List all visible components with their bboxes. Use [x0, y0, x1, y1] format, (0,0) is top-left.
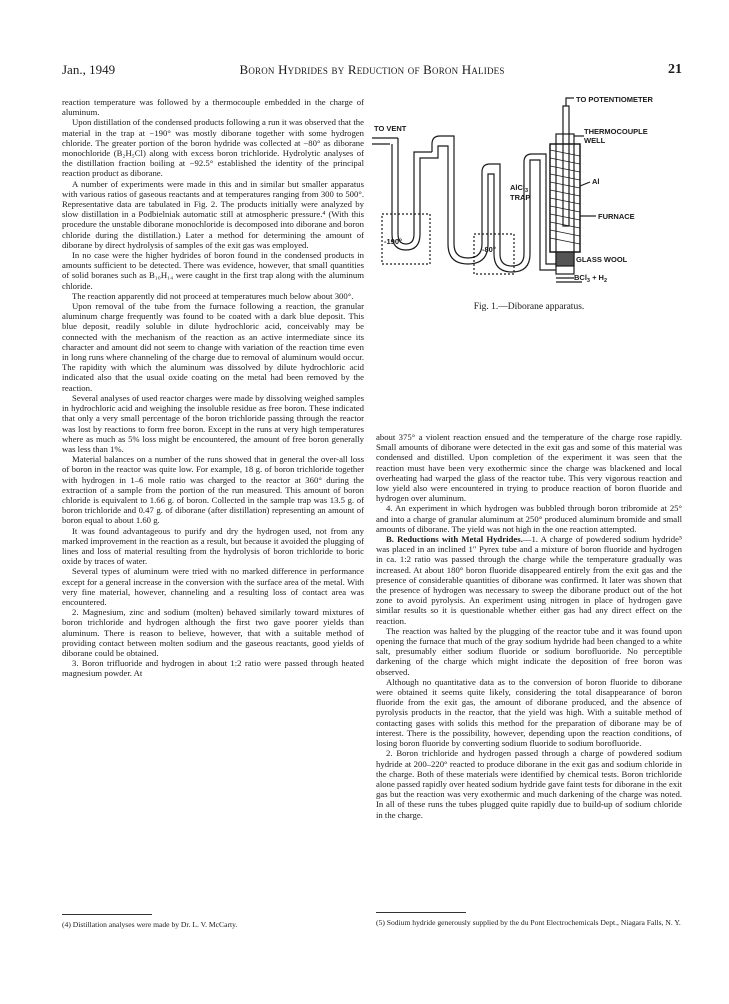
section-b-text: —1. A charge of powdered sodium hydride⁵ was placed in an inclined 1" Pyrex tube and a mixture of boron fluoride and hydrogen in ca. 1:2 ratio was passed through the charge while the temperature gradually was increased. At about 180° boron fluoride disappeared entirely from the exit gas and the presence of considerable quantities of diborane was confirmed. It later was shown that the presence of hydrogen was necessary to sweep the diborane product out of the hot zone to avoid pyrolysis. An experiment using nitrogen in place of hydrogen gave similar results so it is questionable whether either gas had any direct effect on the reaction. [376, 534, 682, 626]
label-bcl3-h2: $BCl_3 + H_2$ [574, 273, 608, 284]
furnace [550, 144, 580, 252]
section-b-heading: B. Reductions with Metal Hydrides. [386, 534, 523, 545]
footnote-rule [376, 912, 466, 913]
footnote-4: (4) Distillation analyses were made by Dr. L. V. McCarty. [62, 920, 238, 929]
thermocouple-well [563, 106, 569, 226]
glass-wool [556, 252, 574, 266]
paragraph: Upon distillation of the condensed products following a run it was observed that the material in the trap at −190° was mostly diborane together with some hydrogen chloride. The greater portion of the boron hydride was collected at −80° as diborane monochloride (B₂H₅Cl) along with excess boron trichloride. Hydrolytic analyses of the distillation fraction boiling at −92.5° established the identity of the principal reaction product as diborane. [62, 117, 364, 179]
footnote-5: (5) Sodium hydride generously supplied by the du Pont Electrochemicals Dept., Niagara Falls, N. Y. [376, 918, 681, 927]
header-title: Boron Hydrides by Reduction of Boron Halides [239, 62, 505, 77]
figure-caption: Fig. 1.—Diborane apparatus. [473, 302, 585, 312]
label-thermocouple: THERMOCOUPLE [584, 127, 648, 136]
label-al: Al [592, 177, 600, 186]
label-well: WELL [584, 136, 606, 145]
footnote-rule [62, 914, 152, 915]
label-to-vent: TO VENT [374, 124, 407, 133]
trap-80 [432, 136, 482, 258]
paragraph: Several analyses of used reactor charges were made by dissolving weighed samples in hydrochloric acid and weighing the insoluble residue as free boron. These indicated that only a very small percentage of the boron trichloride passing through the reactor was lost by reactions to form free boron. Except in the runs at very high temperatures where as much as 5% loss might be encountered, the amount of free boron generally was less than 1%. [62, 392, 364, 454]
label-to-potentiometer: TO POTENTIOMETER [576, 95, 653, 104]
label-minus190: -190° [384, 237, 403, 246]
label-minus80: -80° [482, 245, 496, 254]
running-header [62, 62, 682, 84]
paragraph: The reaction was halted by the plugging of the reactor tube and it was found upon opening the furnace that much of the gray sodium hydride had been changed to a white salt, presumably either sodium fluoride or sodium borofluoride. No perceptible darkening of the charge which might indicate the deposition of free boron was observed. [376, 625, 682, 677]
label-trap: TRAP [510, 193, 531, 202]
paragraph: It was found advantageous to purify and dry the hydrogen used, not from any marked improvement in the reaction as a result, but because it avoided the plugging of lines and loss of material resulting from the hydrolysis of boron trichloride to boric oxide by traces of water. [62, 525, 364, 567]
paragraph: reaction temperature was followed by a thermocouple embedded in the charge of aluminum. [62, 97, 364, 118]
header-date: Jan., 1949 [62, 62, 116, 77]
label-alcl3: AlCl$_3$ [510, 183, 529, 194]
label-glass-wool: GLASS WOOL [576, 255, 628, 264]
paragraph: Material balances on a number of the runs showed that in general the over-all loss of boron in the reactor was quite low. For example, 18 g. of boron trichloride together with hydrogen in 1–6 mole ratio was charged to the reactor at 360° during the extraction of a sample from the portion of the run measured. This amount of boron chloride is equivalent to 1.66 g. of boron. Collected in the sample trap was 13.5 g. of boron trichloride and 0.47 g. of diborane (after distillation) representing an amount of boron equal to about 1.60 g. [62, 454, 364, 526]
paragraph: 2. Magnesium, zinc and sodium (molten) behaved similarly toward mixtures of boron trichloride and hydrogen although the first two gave poorer yields than aluminum. There is reason to believe, however, that with a suitable method of providing contact between molten sodium and the gaseous reactants, good yields of diborane could be obtained. [62, 607, 364, 658]
paragraph: A number of experiments were made in this and in similar but smaller apparatus with various ratios of gaseous reactants and at temperatures ranging from 300 to 500°. Representative data are tabulated in Fig. 2. The products initially were analyzed by slow distillation in a Podbielniak automatic still at atmospheric pressure.⁴ (With this procedure the unstable diborane monochloride is decomposed into diborane and boron chloride during the distillation.) Later a method for determining the amount of diborane by direct hydrolysis of samples of the exit gas was employed. [62, 178, 364, 250]
right-column [376, 432, 682, 820]
left-column [62, 97, 364, 679]
paragraph: 2. Boron trichloride and hydrogen passed through a charge of powdered sodium hydride at 200–220° reacted to produce diborane in the exit gas and sodium chloride in the charge. Both of these materials were identified by chemical tests. Boron trichloride alone passed rapidly over heated sodium hydride gave faint tests for diborane in the exit gas but the reaction was very exothermic and much darkening of the charge was noted. In all of these runs the tubes plugged quite rapidly due to build-up of sodium chloride in the charge. [376, 748, 682, 820]
paragraph: In no case were the higher hydrides of boron found in the condensed products in amounts sufficient to be detected. There was evidence, however, that small quantities of solid boranes such as B₁₀H₁₄ were caught in the first trap along with the aluminum chloride. [62, 250, 364, 291]
section-b-first-paragraph [376, 534, 682, 626]
paragraph: 4. An experiment in which hydrogen was bubbled through boron tribromide at 25° and into a charge of granular aluminum at 250° produced aluminum bromide and small amounts of diborane. The yield was not high in the one reaction attempted. [376, 503, 682, 534]
paragraph: Although no quantitative data as to the conversion of boron fluoride to diborane were obtained it seems quite likely, considering the total disappearance of boron fluoride from the exit gas, the amount of diborane produced, and the absence of pyrolysis products in the reactor, that the yield was high. With a suitable method of contacting gases with solids this method for the preparation of diborane may be of interest. There is the possibility, however, depending upon the reaction conditions, of losing boron fluoride by converting sodium fluoride to sodium borofluoride. [376, 676, 682, 749]
diborane-apparatus-figure [370, 94, 682, 299]
paragraph: The reaction apparently did not proceed at temperatures much below about 300°. [72, 290, 354, 301]
paragraph: 3. Boron trifluoride and hydrogen in about 1:2 ratio were passed through heated magnesium powder. At [62, 658, 364, 679]
paragraph: about 375° a violent reaction ensued and the temperature of the charge rose rapidly. Small amounts of diborane were detected in the exit gas and some of this material was condensed and distilled. Upon completion of the experiment it was seen that the reaction must have been very exothermic since the charge was blackened and local overheating had warped the glass of the reactor tube. This very vigorous reaction and low yield also were encountered in trying to produce reaction of boron fluoride and hydrogen over aluminum. [376, 432, 682, 504]
potentiometer-lead [566, 98, 570, 106]
page-number: 21 [668, 62, 682, 77]
paragraph: Several types of aluminum were tried with no marked difference in performance except for a general increase in the conversion with the surface area of the metal. With very fine material, however, channeling and a resulting loss of contact area was encountered. [62, 566, 364, 607]
paragraph: Upon removal of the tube from the furnace following a reaction, the granular aluminum charge frequently was found to be coated with a dark blue deposit. This blue deposit, readily soluble in dilute hydrochloric acid, conceivably may be connected with the mechanism of the reaction as an active intermediate since its character and amount did not seem to change with variation of the reaction time even in long runs where channeling of the charge due to removal of aluminum would occur. The rapidity with which the aluminum was dissolved by dilute hydrochloric acid indicated also that the usual oxide coating on the metal had been removed by the reaction. [62, 301, 364, 393]
label-furnace: FURNACE [598, 212, 635, 221]
